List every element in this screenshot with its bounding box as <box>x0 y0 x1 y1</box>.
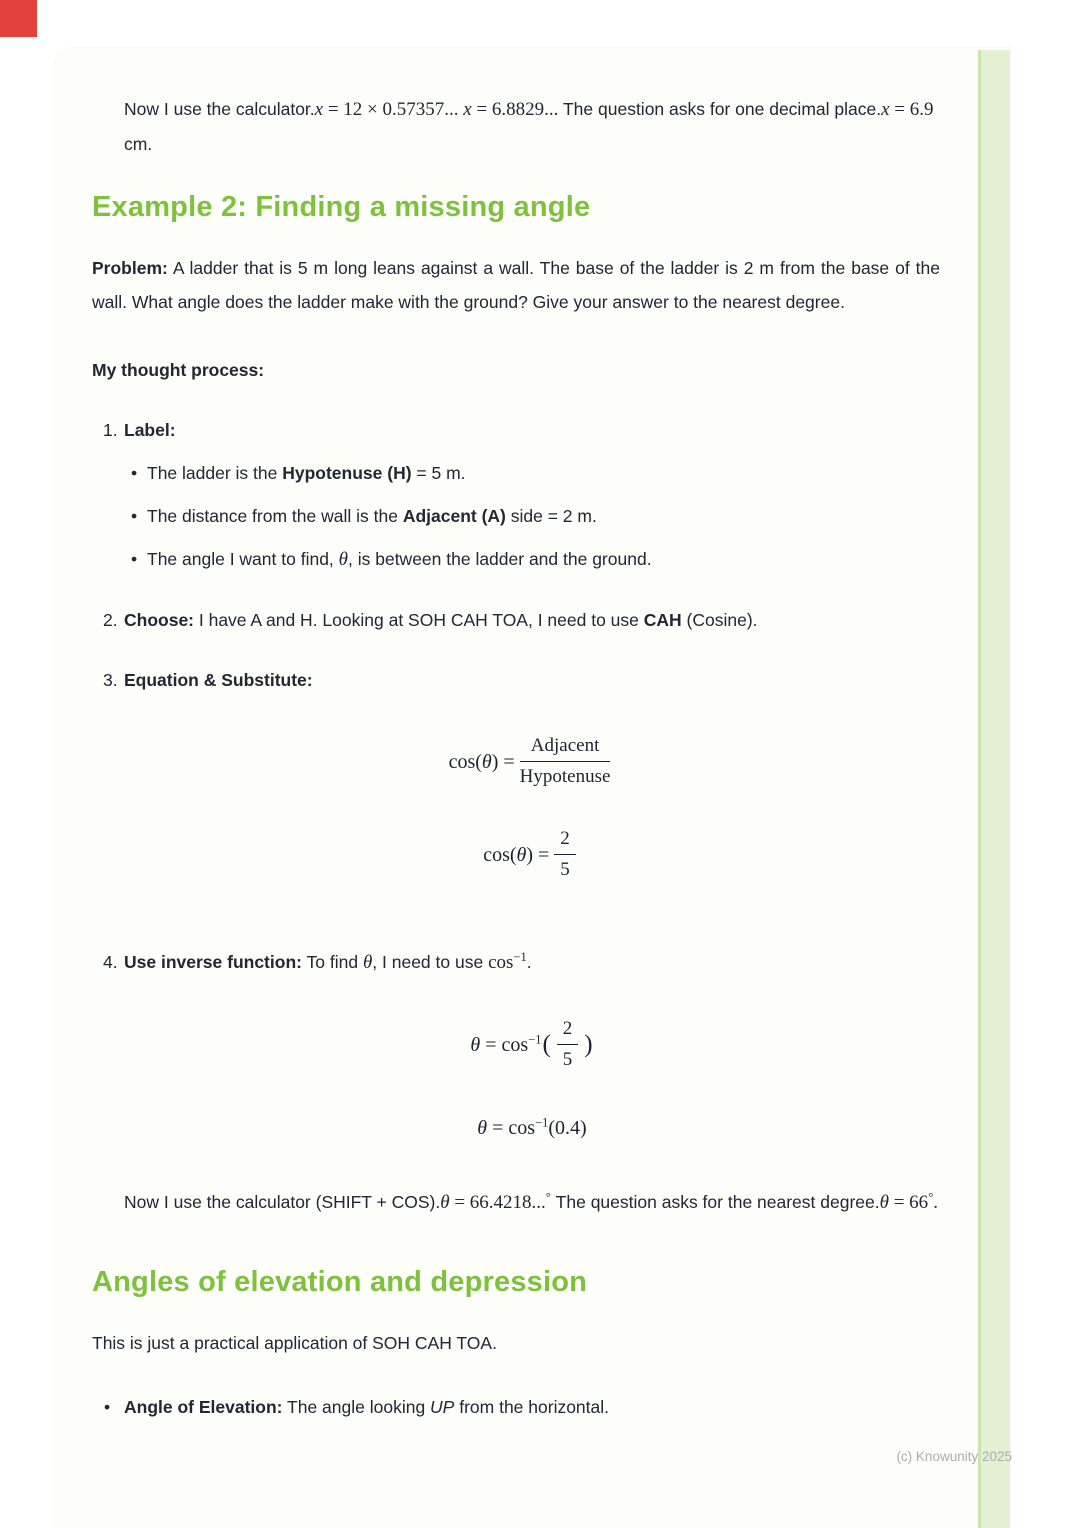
bullet-angle: • The angle I want to find, θ, is between the ladder and the ground. <box>124 542 940 577</box>
formula-cos-substituted <box>124 826 940 883</box>
close-paren: ) <box>584 1030 593 1058</box>
fraction-numerator: 2 <box>557 1016 579 1045</box>
fraction-numerator: Adjacent <box>520 733 611 762</box>
footer-copyright: (c) Knowunity 2025 <box>896 1449 1012 1464</box>
fraction-denominator: 5 <box>560 859 570 880</box>
fraction <box>554 826 576 883</box>
bullet-angle-of-elevation: • Angle of Elevation: The angle looking UP from the horizontal. <box>92 1390 940 1424</box>
fraction <box>557 1016 579 1073</box>
step-choose <box>92 603 940 637</box>
heading-example-2: Example 2: Finding a missing angle <box>92 191 591 223</box>
step-equation-substitute <box>92 663 940 919</box>
bullet-adjacent: • The distance from the wall is the Adjacent (A) side = 2 m. <box>124 499 940 533</box>
heading-angles-elevation-depression: Angles of elevation and depression <box>92 1266 588 1298</box>
fraction-denominator: 5 <box>562 1049 573 1070</box>
step-text: Choose: I have A and H. Looking at SOH CAH TOA, I need to use CAH (Cosine). <box>124 610 758 630</box>
formula-cos-definition <box>124 733 940 790</box>
step-content <box>124 603 940 637</box>
label-my-thought-process: My thought process: <box>92 360 265 380</box>
step-label-bullets <box>124 456 940 577</box>
fraction-numerator: 2 <box>554 826 576 855</box>
paragraph-calculator-note-1: Now I use the calculator.x = 12 × 0.57357... x = 6.8829... The question asks for one decimal place.x = 6.9 cm. <box>124 99 934 154</box>
decorative-green-strip <box>978 50 1010 1528</box>
paragraph-angles-intro: This is just a practical application of SOH CAH TOA. <box>92 1333 497 1353</box>
formula-lead: $\theta = \cos^{-1}(0.4)$ <box>477 1115 587 1139</box>
formula-lead: cos(θ) = <box>483 843 550 866</box>
bullet-hypotenuse: • The ladder is the Hypotenuse (H) = 5 m. <box>124 456 940 490</box>
step-content <box>124 945 940 1149</box>
open-paren: ( <box>542 1030 551 1058</box>
paragraph-problem: Problem: A ladder that is 5 m long leans against a wall. The base of the ladder is 2 m from the base of the wall. What angle does the ladder make with the ground? Give your answer to the nearest degree. <box>92 258 940 312</box>
fraction-denominator: Hypotenuse <box>519 766 611 787</box>
formula-inverse-fraction <box>124 1016 940 1073</box>
formula-lead: cos(θ) = <box>448 750 515 773</box>
document-page <box>55 48 1010 1528</box>
step-content <box>124 663 940 919</box>
fraction <box>520 733 611 790</box>
steps-list <box>92 413 940 1149</box>
step-text: Equation & Substitute: <box>124 670 313 690</box>
step-number: 4. <box>103 952 118 972</box>
step-number: 1. <box>103 420 118 440</box>
step-label <box>92 413 940 577</box>
formula-inverse-decimal <box>124 1115 940 1141</box>
step-text: Use inverse function: To find θ, I need to use $\cos^{-1}$. <box>124 950 532 973</box>
document-content <box>92 48 940 1424</box>
step-text: Label: <box>124 420 176 440</box>
step-number: 2. <box>103 610 118 630</box>
corner-accent <box>0 0 37 37</box>
formula-lead: $\theta = \cos^{-1}$ <box>470 1031 542 1056</box>
paragraph-calculator-note-2: Now I use the calculator (SHIFT + COS).θ = 66.4218...° The question asks for the nearest degree.θ = 66°. <box>124 1190 938 1213</box>
step-number: 3. <box>103 670 118 690</box>
step-inverse-function <box>92 945 940 1149</box>
step-content <box>124 413 940 577</box>
